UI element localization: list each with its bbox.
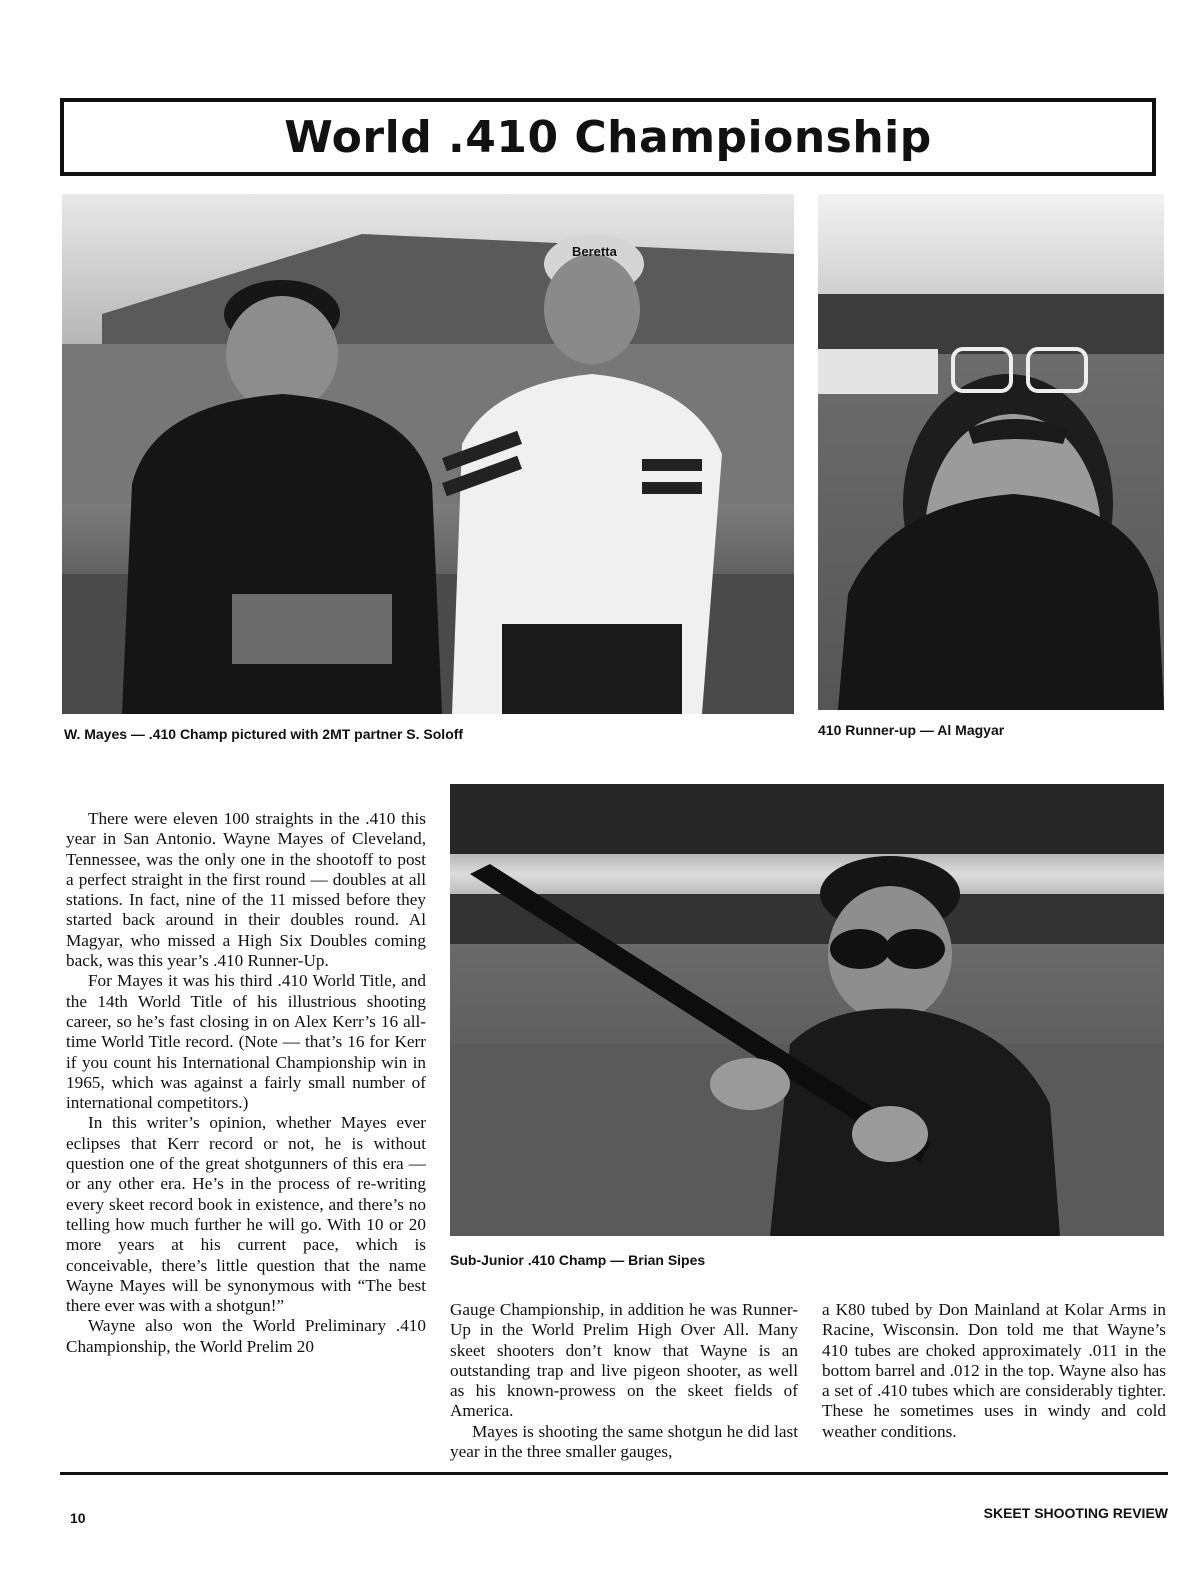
page-number: 10 xyxy=(70,1510,86,1526)
article-paragraph: a K80 tubed by Don Mainland at Kolar Arms in Racine, Wisconsin. Don told me that Wayne’s 410 tubes are choked approximately .011 in the bottom barrel and .012 in the top. Wayne also has a set of .410 tubes which are considerably tighter. These he sometimes uses in windy and cold weather conditions. xyxy=(822,1300,1166,1441)
title-box xyxy=(60,98,1156,176)
cap-logo-text: Beretta xyxy=(572,244,617,259)
article-paragraph: Wayne also won the World Preliminary .410 Championship, the World Prelim 20 xyxy=(66,1316,426,1356)
article-column-2 xyxy=(450,1300,798,1462)
article-paragraph: Mayes is shooting the same shotgun he did last year in the three smaller gauges, xyxy=(450,1421,798,1462)
page-title: World .410 Championship xyxy=(284,111,932,163)
caption-sub-junior: Sub-Junior .410 Champ — Brian Sipes xyxy=(450,1252,706,1268)
footer-rule xyxy=(60,1472,1168,1475)
article-column-3 xyxy=(822,1300,1166,1442)
caption-champions: W. Mayes — .410 Champ pictured with 2MT partner S. Soloff xyxy=(64,726,464,742)
article-paragraph: Gauge Championship, in addition he was Runner-Up in the World Prelim High Over All. Many skeet shooters don’t know that Wayne is an outstanding trap and live pigeon shooter, as well as his known-prowess on the skeet fields of America. xyxy=(450,1300,798,1421)
article-paragraph: For Mayes it was his third .410 World Title, and the 14th World Title of his illustrious shooting career, so he’s fast closing in on Alex Kerr’s 16 all-time World Title record. (Note — that’s 16 for Kerr if you count his International Championship win in 1965, which was against a fairly small number of international competitors.) xyxy=(66,971,426,1113)
caption-runner-up: 410 Runner-up — Al Magyar xyxy=(818,722,1005,738)
article-paragraph: In this writer’s opinion, whether Mayes ever eclipses that Kerr record or not, he is without question one of the great shotgunners of this era — or any other era. He’s in the process of re-writing every skeet record book in existence, and there’s no telling how much further he will go. With 10 or 20 more years at his current pace, which is conceivable, there’s little question that the name Wayne Mayes will be synonymous with “The best there ever was with a shotgun!” xyxy=(66,1113,426,1316)
article-paragraph: There were eleven 100 straights in the .410 this year in San Antonio. Wayne Mayes of Cleveland, Tennessee, was the only one in the shootoff to post a perfect straight in the first round — doubles at all stations. In fact, nine of the 11 missed before they started back around in their doubles round. Al Magyar, who missed a High Six Doubles coming back, was this year’s .410 Runner-Up. xyxy=(66,809,426,971)
publication-name: SKEET SHOOTING REVIEW xyxy=(983,1505,1168,1521)
article-column-1 xyxy=(66,809,426,1357)
photo-runner-up xyxy=(818,194,1164,710)
photo-sub-junior xyxy=(450,784,1164,1236)
photo-champions xyxy=(62,194,794,714)
